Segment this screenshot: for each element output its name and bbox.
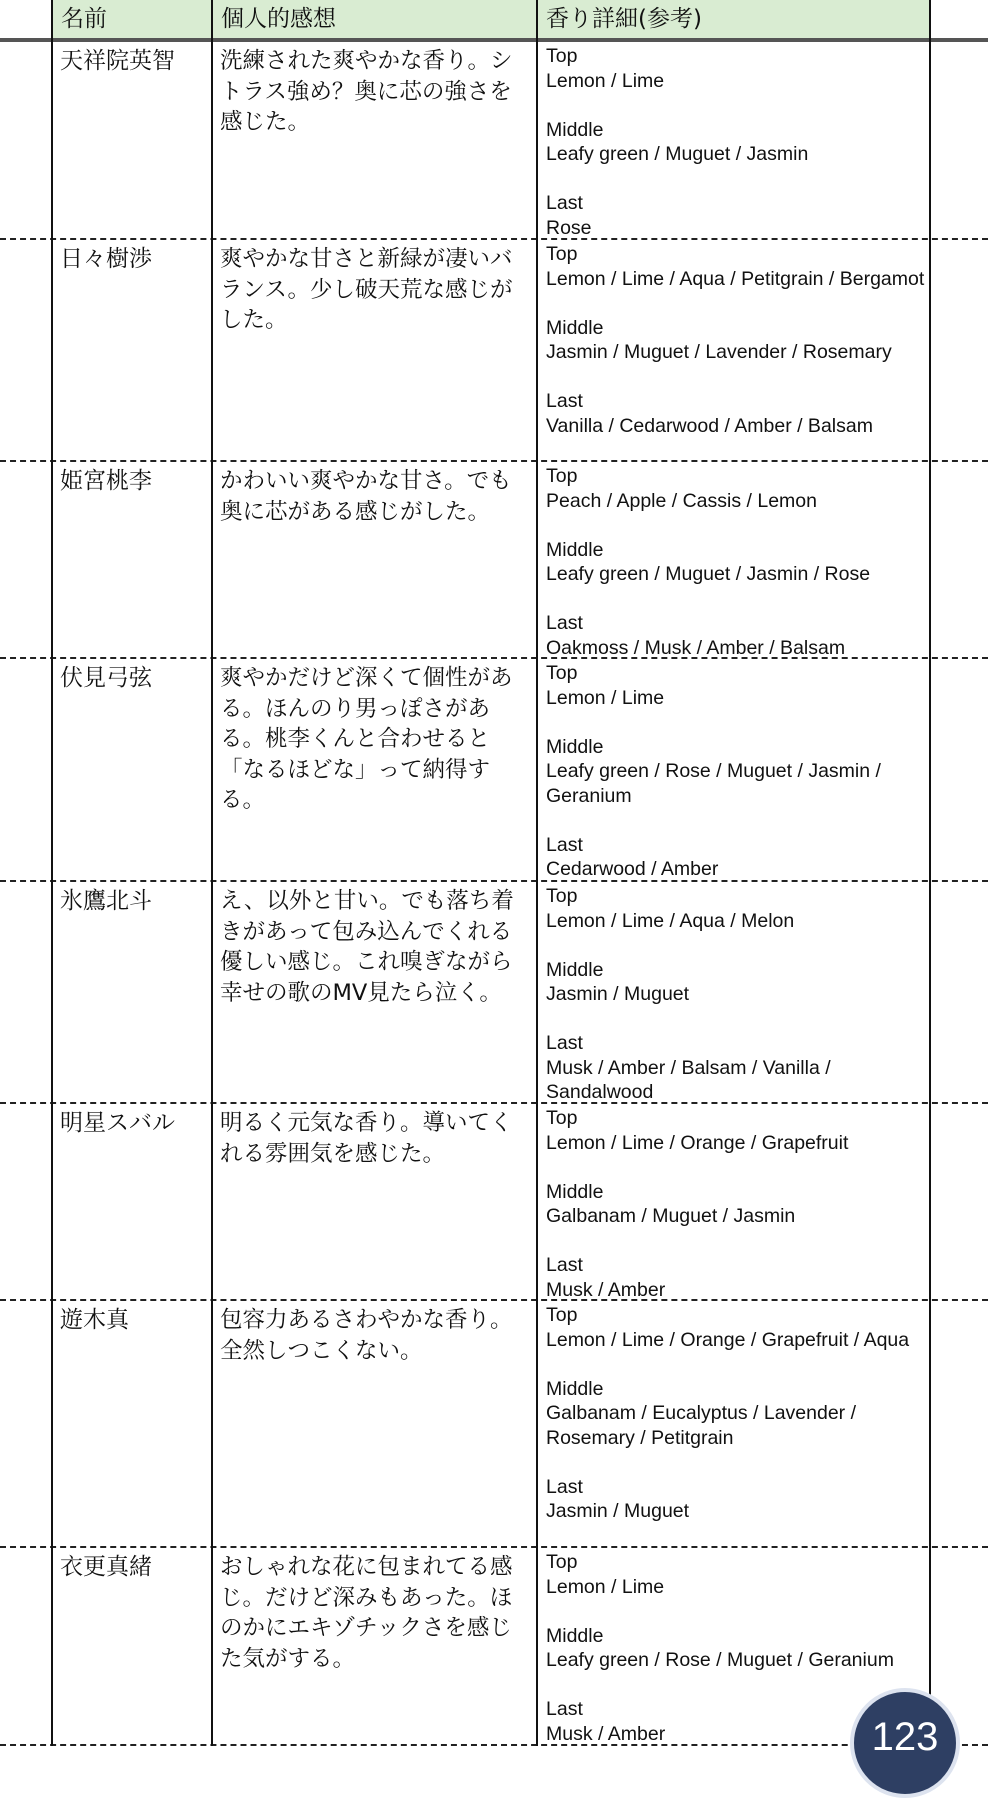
note-group: [546, 1180, 930, 1229]
note-label: Last: [546, 1254, 583, 1276]
note-items: Galbanam / Muguet / Jasmin: [546, 1205, 796, 1227]
cell-impression[interactable]: かわいい爽やかな甘さ。でも奥に芯がある感じがした。: [220, 468, 512, 525]
note-items: Lemon / Lime: [546, 686, 665, 709]
cell-scent-details[interactable]: [538, 659, 930, 882]
table-row: [0, 659, 988, 882]
note-group: [546, 661, 930, 710]
grid-line: [536, 0, 538, 1746]
cell-name[interactable]: 姫宮桃李: [60, 468, 152, 494]
note-items: Cedarwood / Amber: [546, 858, 719, 880]
note-items: Musk / Amber: [546, 1278, 666, 1301]
note-label: Middle: [546, 1180, 604, 1203]
note-items: Oakmoss / Musk / Amber / Balsam: [546, 636, 846, 659]
table-header-row: [0, 0, 988, 40]
cell-scent-details[interactable]: [538, 882, 930, 1105]
note-group: [546, 1303, 930, 1352]
note-label: Last: [546, 192, 583, 214]
note-items: Lemon / Lime / Aqua / Melon: [546, 909, 795, 932]
note-items: Galbanam / Eucalyptus / Lavender / Rosemary / Petitgrain: [546, 1402, 857, 1449]
cell-scent-details[interactable]: [538, 462, 930, 660]
note-group: [546, 735, 930, 809]
grid-line: [929, 0, 931, 1746]
cell-name[interactable]: 伏見弓弦: [60, 665, 152, 691]
cell-name[interactable]: 遊木真: [60, 1307, 129, 1333]
note-items: Leafy green / Muguet / Jasmin: [546, 143, 809, 165]
grid-line: [211, 0, 213, 1746]
cell-scent-details[interactable]: [538, 1104, 930, 1302]
table-row: [0, 42, 988, 240]
note-group: [546, 44, 930, 93]
column-header-name[interactable]: 名前: [53, 0, 211, 38]
note-label: Top: [546, 1304, 578, 1326]
note-group: [546, 316, 930, 365]
note-group: [546, 1475, 930, 1524]
cell-scent-details[interactable]: [538, 240, 930, 438]
note-group: [546, 389, 930, 438]
note-items: Rose: [546, 216, 592, 239]
cell-name[interactable]: 日々樹渉: [60, 246, 152, 272]
column-header-scent-details[interactable]: 香り詳細(参考): [538, 0, 930, 38]
cell-impression[interactable]: 爽やかな甘さと新緑が凄いバランス。少し破天荒な感じがした。: [220, 246, 513, 333]
table-row: [0, 240, 988, 462]
note-group: [546, 118, 930, 167]
note-items: Peach / Apple / Cassis / Lemon: [546, 489, 817, 512]
note-label: Top: [546, 885, 578, 907]
table-row: [0, 462, 988, 659]
note-items: Vanilla / Cedarwood / Amber / Balsam: [546, 414, 873, 437]
note-items: Musk / Amber / Balsam / Vanilla / Sandalwood: [546, 1056, 831, 1103]
cell-name[interactable]: 衣更真緒: [60, 1554, 152, 1580]
note-label: Last: [546, 390, 583, 412]
note-group: [546, 1253, 930, 1302]
note-label: Middle: [546, 735, 604, 758]
table-row: [0, 882, 988, 1104]
note-items: Leafy green / Rose / Muguet / Jasmin / Geranium: [546, 760, 881, 807]
note-group: [546, 1377, 930, 1451]
cell-impression[interactable]: 洗練された爽やかな香り。シトラス強め？奥に芯の強さを感じた。: [220, 48, 513, 135]
note-items: Lemon / Lime: [546, 1575, 665, 1598]
note-label: Top: [546, 1107, 578, 1129]
note-items: Lemon / Lime / Orange / Grapefruit: [546, 1131, 849, 1154]
cell-impression[interactable]: え、以外と甘い。でも落ち着きがあって包み込んでくれる優しい感じ。これ嗅ぎながら幸せの歌のMV見たら泣く。: [220, 888, 514, 1006]
note-label: Middle: [546, 958, 604, 981]
note-items: Jasmin / Muguet: [546, 983, 690, 1005]
table-row: [0, 1104, 988, 1301]
note-items: Jasmin / Muguet: [546, 1500, 690, 1522]
note-label: Middle: [546, 1624, 604, 1647]
cell-scent-details[interactable]: [538, 42, 930, 240]
note-label: Last: [546, 833, 583, 856]
note-group: [546, 1106, 930, 1155]
note-label: Last: [546, 1475, 583, 1498]
note-items: Lemon / Lime / Aqua / Petitgrain / Bergamot: [546, 267, 925, 290]
note-items: Leafy green / Rose / Muguet / Geranium: [546, 1649, 894, 1671]
table-row: [0, 1548, 988, 1746]
note-group: [546, 1550, 930, 1599]
cell-impression[interactable]: おしゃれな花に包まれてる感じ。だけど深みもあった。ほのかにエキゾチックさを感じた気がする。: [220, 1554, 513, 1672]
note-items: Lemon / Lime / Orange / Grapefruit / Aqua: [546, 1328, 910, 1351]
cell-impression[interactable]: 明るく元気な香り。導いてくれる雰囲気を感じた。: [220, 1110, 513, 1167]
note-label: Top: [546, 1551, 578, 1573]
note-label: Last: [546, 1032, 583, 1054]
note-group: [546, 833, 930, 882]
note-group: [546, 464, 930, 513]
note-items: Lemon / Lime: [546, 69, 665, 92]
note-items: Jasmin / Muguet / Lavender / Rosemary: [546, 341, 892, 363]
note-group: [546, 538, 930, 587]
note-label: Middle: [546, 1377, 604, 1400]
grid-line: [51, 0, 53, 1746]
cell-name[interactable]: 氷鷹北斗: [60, 888, 152, 914]
note-items: Leafy green / Muguet / Jasmin / Rose: [546, 563, 871, 585]
cell-name[interactable]: 明星スバル: [60, 1110, 175, 1136]
note-group: [546, 242, 930, 291]
cell-scent-details[interactable]: [538, 1301, 930, 1524]
note-group: [546, 1031, 930, 1105]
note-label: Top: [546, 662, 578, 684]
note-label: Middle: [546, 118, 604, 141]
note-group: [546, 884, 930, 933]
note-group: [546, 958, 930, 1007]
column-header-impression[interactable]: 個人的感想: [213, 0, 536, 38]
note-label: Last: [546, 612, 583, 634]
page-number-badge[interactable]: 123: [850, 1688, 960, 1798]
note-label: Top: [546, 45, 578, 67]
note-group: [546, 611, 930, 660]
table-row: [0, 1301, 988, 1548]
note-items: Musk / Amber: [546, 1722, 666, 1745]
note-label: Top: [546, 465, 578, 487]
cell-impression[interactable]: 包容力あるさわやかな香り。全然しつこくない。: [220, 1307, 513, 1364]
note-group: [546, 1624, 930, 1673]
cell-impression[interactable]: 爽やかだけど深くて個性がある。ほんのり男っぽさがある。桃李くんと合わせると「なるほどな」って納得する。: [220, 665, 513, 813]
cell-name[interactable]: 天祥院英智: [60, 48, 175, 74]
note-label: Middle: [546, 316, 604, 339]
note-label: Top: [546, 243, 578, 265]
note-group: [546, 191, 930, 240]
note-label: Middle: [546, 538, 604, 561]
note-label: Last: [546, 1698, 583, 1720]
